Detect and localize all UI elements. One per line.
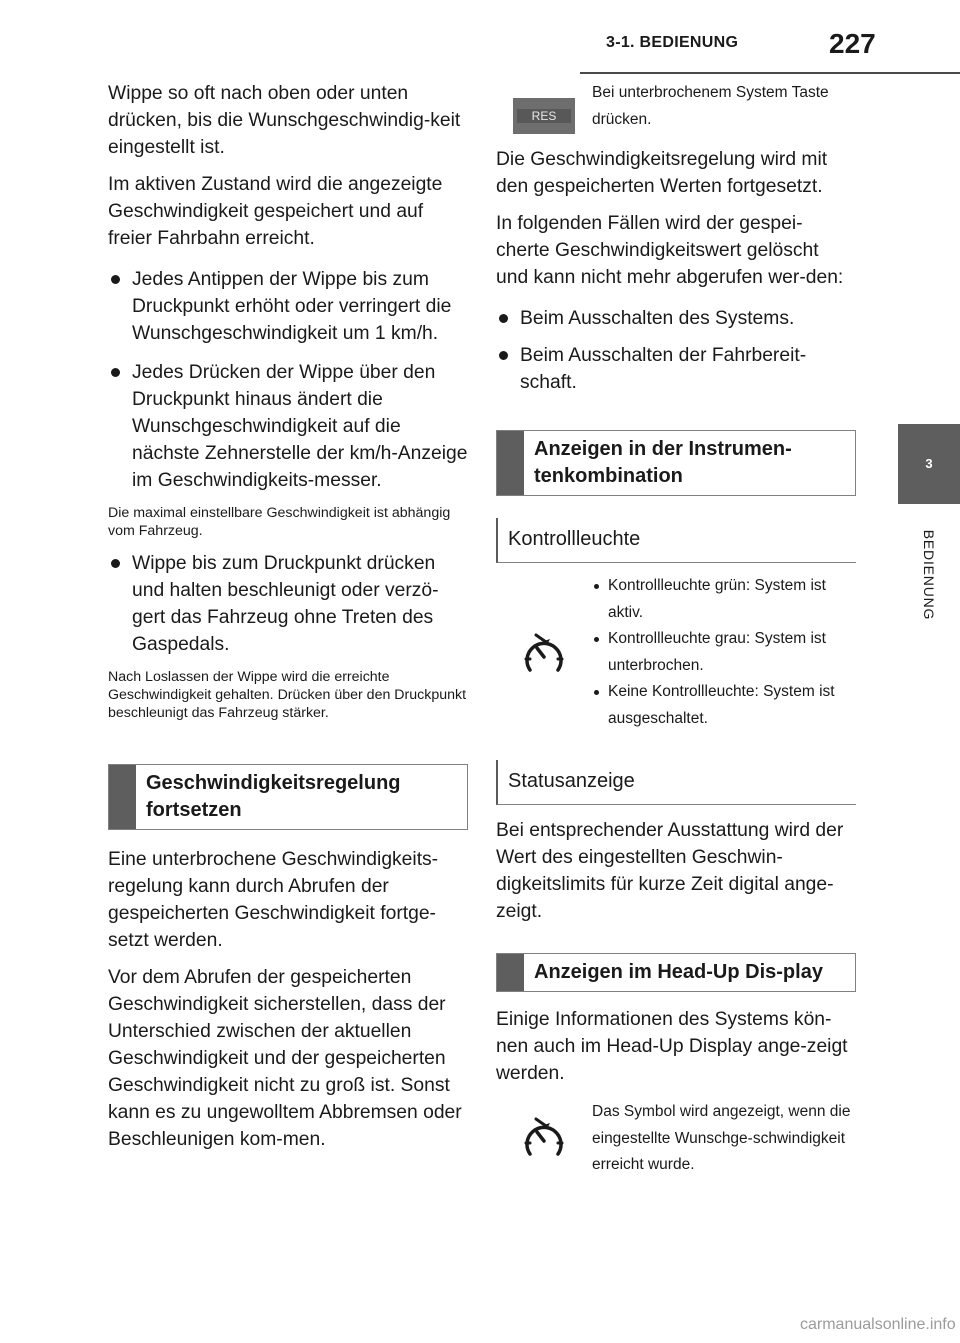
section-title: Anzeigen im Head-Up Dis-play	[534, 961, 823, 983]
header-rule	[580, 72, 960, 74]
bullet-item: Jedes Drücken der Wippe über den Druckpunkt hinaus ändert die Wunschgeschwindigkeit auf die nächste Zehnerstelle der km/h-Anzeige im Geschwindigkeits-messer.	[108, 359, 468, 494]
paragraph: Bei entsprechender Ausstattung wird der Wert des eingestellten Geschwin-digkeitslimits für kurze Zeit digital ange-zeigt.	[496, 820, 844, 922]
section-heading	[496, 430, 856, 496]
page-number: 227	[829, 28, 876, 59]
heading-bar	[109, 765, 136, 829]
left-column	[108, 80, 468, 1153]
list-item: Kontrollleuchte grau: System ist unterbrochen.	[592, 626, 856, 679]
paragraph: Im aktiven Zustand wird die angezeigte Geschwindigkeit gespeichert und auf freier Fahrbahn erreicht.	[108, 174, 443, 249]
paragraph: Die Geschwindigkeitsregelung wird mit den gespeicherten Werten fortgesetzt.	[496, 149, 828, 197]
side-tab-number: 3	[898, 424, 960, 504]
indicator-list	[592, 573, 856, 732]
bullet-item: Beim Ausschalten des Systems.	[496, 305, 856, 332]
header-chapter: 3-1. BEDIENUNG	[606, 34, 739, 51]
right-column	[496, 80, 856, 1179]
note: Die maximal einstellbare Geschwindigkeit ist abhängig vom Fahrzeug.	[108, 505, 451, 539]
side-tab-label: BEDIENUNG	[921, 529, 937, 621]
paragraph: In folgenden Fällen wird der gespei-cherte Geschwindigkeitswert gelöscht und kann nicht mehr abgerufen wer-den:	[496, 213, 844, 288]
res-description: Bei unterbrochenem System Taste drücken.	[592, 84, 829, 128]
res-button-row	[496, 80, 856, 134]
heading-bar	[497, 954, 524, 991]
sub-heading: Kontrollleuchte	[496, 518, 856, 563]
paragraph: Einige Informationen des Systems kön-nen auch im Head-Up Display ange-zeigt werden.	[496, 1009, 848, 1084]
hud-row	[496, 1099, 856, 1179]
hud-description: Das Symbol wird angezeigt, wenn die eingestellte Wunschge-schwindigkeit erreicht wurde.	[592, 1103, 851, 1173]
res-button-label: RES	[517, 109, 571, 123]
paragraph: Eine unterbrochene Geschwindigkeits-regelung kann durch Abrufen der gespeicherten Geschwindigkeit fortge-setzt werden.	[108, 849, 439, 951]
cruise-control-icon	[522, 631, 566, 677]
paragraph: Wippe so oft nach oben oder unten drücken, bis die Wunschgeschwindig-keit eingestellt ist.	[108, 83, 461, 158]
section-title: Geschwindigkeitsregelung fortsetzen	[146, 772, 401, 821]
section-heading	[108, 764, 468, 830]
paragraph: Vor dem Abrufen der gespeicherten Geschwindigkeit sicherstellen, dass der Unterschied zwischen der aktuellen Geschwindigkeit und der gespeicherten Geschwindigkeit nicht zu groß ist. Sonst kann es zu ungewolltem Abbremsen oder Beschleunigen kom-men.	[108, 967, 462, 1150]
watermark: carmanualsonline.info	[800, 1316, 956, 1333]
cruise-control-icon	[522, 1115, 566, 1161]
list-item: Keine Kontrollleuchte: System ist ausgeschaltet.	[592, 679, 856, 732]
bullet-item: Beim Ausschalten der Fahrbereit-schaft.	[496, 342, 856, 396]
section-heading	[496, 953, 856, 992]
sub-heading: Statusanzeige	[496, 760, 856, 805]
list-item: Kontrollleuchte grün: System ist aktiv.	[592, 573, 856, 626]
heading-bar	[497, 431, 524, 495]
section-title: Anzeigen in der Instrumen-tenkombination	[534, 438, 792, 487]
note: Nach Loslassen der Wippe wird die erreichte Geschwindigkeit gehalten. Drücken über den Druckpunkt beschleunigt das Fahrzeug stärker.	[108, 669, 467, 721]
res-button-icon	[513, 98, 575, 134]
bullet-item: Jedes Antippen der Wippe bis zum Druckpunkt erhöht oder verringert die Wunschgeschwindigkeit um 1 km/h.	[108, 266, 468, 347]
indicator-row	[496, 573, 856, 732]
bullet-item: Wippe bis zum Druckpunkt drücken und halten beschleunigt oder verzö-gert das Fahrzeug ohne Treten des Gaspedals.	[108, 550, 468, 658]
